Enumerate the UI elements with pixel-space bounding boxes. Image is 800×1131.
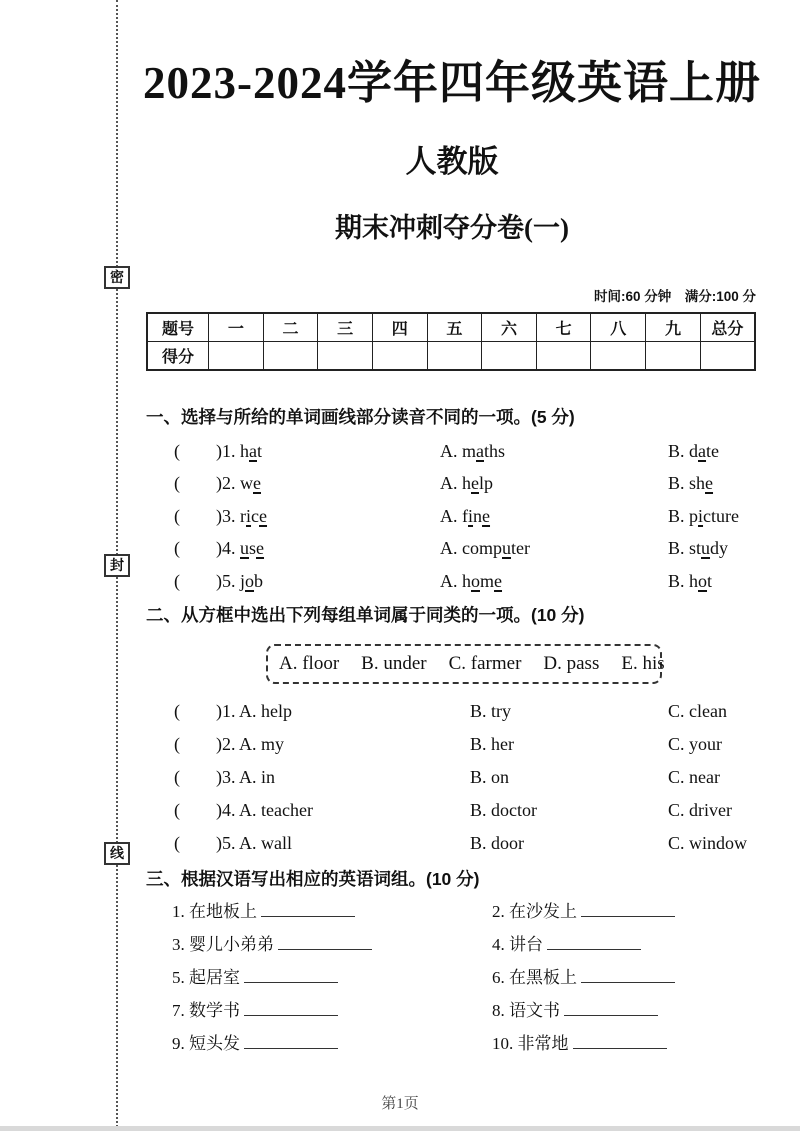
time-score-meta: 时间:60 分钟 满分:100 分 xyxy=(593,289,756,304)
s3-item-2 xyxy=(492,897,675,922)
seal-char-xian: 线 xyxy=(104,842,130,865)
score-cell xyxy=(318,342,373,371)
score-col: 五 xyxy=(427,313,482,342)
score-table xyxy=(146,312,756,371)
option-b: B. study xyxy=(668,538,729,558)
item-number: )5. xyxy=(216,571,236,591)
fill-in-blank xyxy=(547,934,641,950)
scan-edge-strip xyxy=(0,1126,800,1131)
s3-item-1 xyxy=(172,897,355,922)
page-title: 2023-2024学年四年级英语上册 xyxy=(143,58,761,108)
s2-item-3-stem xyxy=(174,767,275,788)
score-col: 总分 xyxy=(700,313,755,342)
option-a: A. help xyxy=(440,473,494,493)
score-col: 二 xyxy=(263,313,318,342)
s3-item-3 xyxy=(172,930,372,955)
option-b: B. her xyxy=(470,734,514,754)
score-table-score-row xyxy=(147,342,755,371)
seal-char-mi: 密 xyxy=(104,266,130,289)
s3-item-6 xyxy=(492,963,675,988)
score-cell xyxy=(536,342,591,371)
stem-word: use xyxy=(240,538,265,558)
option-b: B. date xyxy=(668,441,720,461)
s1-item-1-stem xyxy=(174,441,262,462)
option-b: B. hot xyxy=(668,571,713,591)
option-c: C. near xyxy=(668,767,720,787)
score-col: 八 xyxy=(591,313,646,342)
word-bank-box xyxy=(266,644,665,684)
score-table-row1-label: 题号 xyxy=(147,313,209,342)
word-bank-item: A. floor xyxy=(279,653,340,674)
s1-item-5-stem xyxy=(174,571,263,592)
s3-item-10 xyxy=(492,1029,667,1054)
stem-word: job xyxy=(240,571,264,591)
score-table-header-row xyxy=(147,313,755,342)
score-cell xyxy=(646,342,701,371)
s3-item-text: 9. 短头发 xyxy=(172,1034,240,1053)
option-c: C. window xyxy=(668,833,748,853)
word-bank-item: E. his xyxy=(621,653,665,674)
stem-word: hat xyxy=(240,441,263,461)
score-col: 九 xyxy=(646,313,701,342)
s3-item-text: 8. 语文书 xyxy=(492,1001,560,1020)
item-number: )1. xyxy=(216,441,236,461)
item-number: )2. xyxy=(216,473,236,493)
fill-in-blank xyxy=(564,1000,658,1016)
score-col: 七 xyxy=(536,313,591,342)
fill-in-blank xyxy=(261,901,355,917)
option-c: C. clean xyxy=(668,701,727,721)
item-number: )4. xyxy=(216,800,236,820)
word-bank-item: C. farmer xyxy=(448,653,522,674)
item-number: )3. xyxy=(216,767,236,787)
fill-in-blank xyxy=(573,1033,667,1049)
answer-paren: ( xyxy=(174,441,180,461)
s1-item-4-stem xyxy=(174,538,264,559)
fill-in-blank xyxy=(244,1033,338,1049)
option-a: A. my xyxy=(239,734,285,754)
answer-paren: ( xyxy=(174,538,180,558)
page-number: 第1页 xyxy=(381,1096,419,1112)
option-a: A. home xyxy=(440,571,503,591)
score-col: 四 xyxy=(372,313,427,342)
answer-paren: ( xyxy=(174,571,180,591)
paper-content xyxy=(143,0,761,1131)
section1-heading: 一、选择与所给的单词画线部分读音不同的一项。(5 分) xyxy=(146,407,575,427)
s3-item-8 xyxy=(492,996,658,1021)
option-c: C. your xyxy=(668,734,722,754)
option-c: C. driver xyxy=(668,800,732,820)
s3-item-9 xyxy=(172,1029,338,1054)
score-cell xyxy=(700,342,755,371)
s3-item-4 xyxy=(492,930,641,955)
option-a: A. in xyxy=(239,767,276,787)
s3-item-text: 2. 在沙发上 xyxy=(492,902,577,921)
score-cell xyxy=(209,342,264,371)
answer-paren: ( xyxy=(174,734,180,754)
s2-item-5-stem xyxy=(174,833,292,854)
fill-in-blank xyxy=(244,967,338,983)
score-cell xyxy=(591,342,646,371)
option-b: B. door xyxy=(470,833,524,853)
score-col: 一 xyxy=(209,313,264,342)
answer-paren: ( xyxy=(174,506,180,526)
s2-item-2-stem xyxy=(174,734,284,755)
option-a: A. computer xyxy=(440,538,530,558)
section3-heading: 三、根据汉语写出相应的英语词组。(10 分) xyxy=(146,869,480,889)
score-cell xyxy=(427,342,482,371)
answer-paren: ( xyxy=(174,800,180,820)
fill-in-blank xyxy=(244,1000,338,1016)
answer-paren: ( xyxy=(174,473,180,493)
option-a: A. teacher xyxy=(239,800,313,820)
seal-char-feng: 封 xyxy=(104,554,130,577)
s1-item-3-stem xyxy=(174,506,267,527)
s2-item-1-stem xyxy=(174,701,292,722)
option-b: B. on xyxy=(470,767,510,787)
edition-label: 人教版 xyxy=(405,144,499,179)
option-b: B. doctor xyxy=(470,800,537,820)
s1-item-2-stem xyxy=(174,473,261,494)
fill-in-blank xyxy=(278,934,372,950)
fill-in-blank xyxy=(581,901,675,917)
item-number: )4. xyxy=(216,538,236,558)
s2-item-4-stem xyxy=(174,800,313,821)
s3-item-text: 7. 数学书 xyxy=(172,1001,240,1020)
option-a: A. wall xyxy=(239,833,293,853)
s3-item-text: 3. 婴儿小弟弟 xyxy=(172,935,274,954)
option-b: B. she xyxy=(668,473,714,493)
item-number: )5. xyxy=(216,833,236,853)
word-bank-item: B. under xyxy=(361,653,427,674)
s3-item-text: 10. 非常地 xyxy=(492,1034,569,1053)
answer-paren: ( xyxy=(174,767,180,787)
fill-in-blank xyxy=(581,967,675,983)
score-cell xyxy=(372,342,427,371)
word-bank-item: D. pass xyxy=(543,653,600,674)
score-cell xyxy=(263,342,318,371)
s3-item-7 xyxy=(172,996,338,1021)
item-number: )2. xyxy=(216,734,236,754)
s3-item-5 xyxy=(172,963,338,988)
answer-paren: ( xyxy=(174,701,180,721)
s3-item-text: 4. 讲台 xyxy=(492,935,543,954)
s3-item-text: 6. 在黑板上 xyxy=(492,968,577,987)
item-number: )1. xyxy=(216,701,236,721)
stem-word: rice xyxy=(240,506,268,526)
s3-item-text: 1. 在地板上 xyxy=(172,902,257,921)
option-b: B. try xyxy=(470,701,512,721)
option-a: A. help xyxy=(239,701,293,721)
answer-paren: ( xyxy=(174,833,180,853)
option-a: A. maths xyxy=(440,441,506,461)
option-a: A. fine xyxy=(440,506,491,526)
s3-item-text: 5. 起居室 xyxy=(172,968,240,987)
section2-heading: 二、从方框中选出下列每组单词属于同类的一项。(10 分) xyxy=(146,605,585,625)
option-b: B. picture xyxy=(668,506,740,526)
score-col: 三 xyxy=(318,313,373,342)
stem-word: we xyxy=(240,473,261,493)
score-cell xyxy=(482,342,537,371)
score-col: 六 xyxy=(482,313,537,342)
score-table-row2-label: 得分 xyxy=(147,342,209,371)
item-number: )3. xyxy=(216,506,236,526)
exam-title: 期末冲刺夺分卷(一) xyxy=(335,213,569,243)
